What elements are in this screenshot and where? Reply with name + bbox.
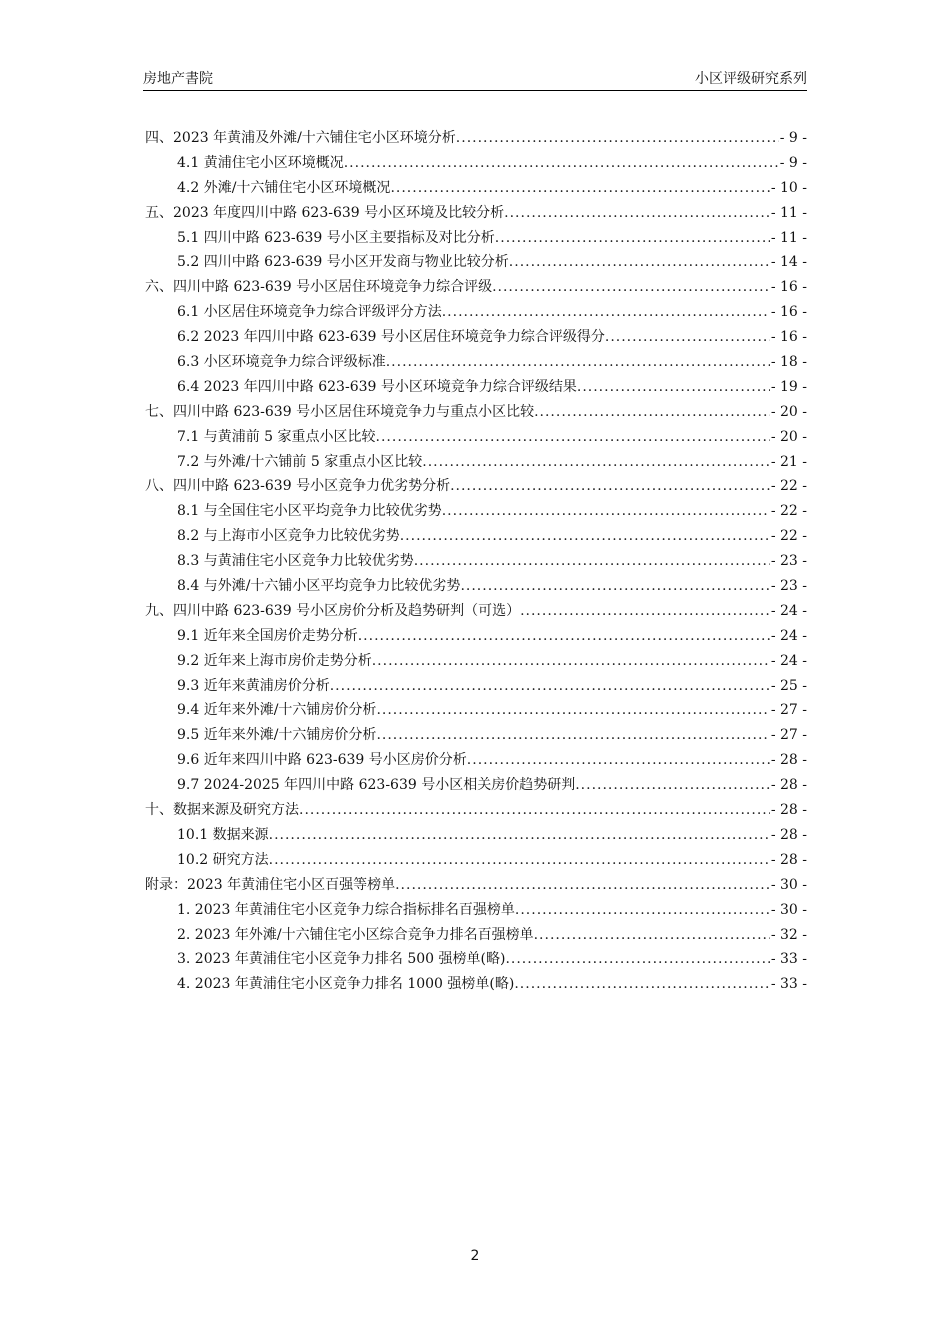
toc-entry-page: - 14 -: [770, 254, 807, 271]
toc-entry-title: 附录：2023 年黄浦住宅小区百强等榜单: [145, 876, 396, 893]
toc-entry-page: - 11 -: [770, 229, 807, 246]
toc-leader-dots: [534, 404, 770, 420]
toc-entry-title: 6.2 2023 年四川中路 623-639 号小区居住环境竞争力综合评级得分: [177, 329, 605, 346]
toc-leader-dots: [575, 777, 770, 793]
toc-entry[interactable]: [145, 376, 807, 401]
toc-leader-dots: [372, 653, 770, 669]
toc-entry-title: 1. 2023 年黄浦住宅小区竞争力综合指标排名百强榜单: [177, 901, 515, 918]
toc-entry-page: - 9 -: [779, 130, 807, 146]
toc-entry-page: - 30 -: [770, 901, 807, 918]
toc-entry-title: 8.2 与上海市小区竞争力比较优劣势: [177, 528, 400, 545]
toc-entry[interactable]: [145, 973, 807, 998]
toc-entry[interactable]: [145, 227, 807, 252]
toc-leader-dots: [422, 454, 770, 470]
toc-entry-page: - 33 -: [770, 951, 807, 968]
toc-entry-title: 8.4 与外滩/十六铺小区平均竞争力比较优劣势: [177, 578, 461, 595]
toc-entry[interactable]: [145, 600, 807, 625]
toc-leader-dots: [442, 503, 770, 519]
toc-entry[interactable]: [145, 774, 807, 799]
toc-entry-page: - 22 -: [770, 478, 807, 495]
toc-entry[interactable]: [145, 650, 807, 675]
toc-leader-dots: [269, 852, 770, 868]
toc-entry[interactable]: [145, 724, 807, 749]
toc-entry-title: 九、四川中路 623-639 号小区房价分析及趋势研判（可选）: [145, 602, 521, 619]
toc-entry-title: 八、四川中路 623-639 号小区竞争力优劣势分析: [145, 478, 451, 495]
header-series: 小区评级研究系列: [695, 71, 807, 87]
toc-entry-page: - 22 -: [770, 503, 807, 520]
toc-entry-title: 9.7 2024-2025 年四川中路 623-639 号小区相关房价趋势研判: [177, 777, 576, 794]
toc-entry-page: - 21 -: [770, 453, 807, 470]
toc-entry[interactable]: [145, 625, 807, 650]
toc-entry-page: - 28 -: [770, 826, 807, 843]
toc-entry-title: 四、2023 年黄浦及外滩/十六铺住宅小区环境分析: [145, 130, 456, 146]
toc-leader-dots: [467, 752, 770, 768]
toc-entry[interactable]: [145, 874, 807, 899]
toc-entry-page: - 16 -: [770, 329, 807, 346]
toc-entry-page: - 28 -: [770, 752, 807, 769]
toc-leader-dots: [344, 155, 779, 171]
toc-entry-page: - 9 -: [779, 154, 807, 171]
toc-entry-page: - 23 -: [770, 553, 807, 570]
toc-leader-dots: [400, 528, 770, 544]
toc-entry[interactable]: [145, 475, 807, 500]
toc-leader-dots: [442, 304, 770, 320]
toc-entry-title: 7.2 与外滩/十六铺前 5 家重点小区比较: [177, 453, 423, 470]
toc-entry-title: 8.1 与全国住宅小区平均竞争力比较优劣势: [177, 503, 442, 520]
toc-leader-dots: [376, 727, 769, 743]
toc-entry-page: - 22 -: [770, 528, 807, 545]
toc-entry[interactable]: [145, 824, 807, 849]
toc-entry-title: 10.2 研究方法: [177, 851, 269, 868]
toc-leader-dots: [605, 329, 770, 345]
toc-entry[interactable]: [145, 351, 807, 376]
toc-entry[interactable]: [145, 675, 807, 700]
toc-entry-title: 6.1 小区居住环境竞争力综合评级评分方法: [177, 304, 442, 321]
toc-entry-page: - 25 -: [770, 677, 807, 694]
toc-leader-dots: [534, 927, 770, 943]
toc-leader-dots: [386, 354, 770, 370]
toc-entry-title: 4. 2023 年黄浦住宅小区竞争力排名 1000 强榜单(略): [177, 976, 515, 993]
toc-entry[interactable]: [145, 276, 807, 301]
toc-leader-dots: [460, 578, 769, 594]
toc-leader-dots: [492, 279, 770, 295]
toc-leader-dots: [269, 827, 770, 843]
toc-entry-page: - 30 -: [770, 876, 807, 893]
toc-leader-dots: [330, 678, 770, 694]
toc-entry-page: - 28 -: [770, 802, 807, 819]
toc-entry[interactable]: [145, 152, 807, 177]
toc-entry[interactable]: [145, 799, 807, 824]
toc-entry-title: 5.2 四川中路 623-639 号小区开发商与物业比较分析: [177, 254, 509, 271]
toc-entry[interactable]: [145, 924, 807, 949]
toc-entry-title: 2. 2023 年外滩/十六铺住宅小区综合竞争力排名百强榜单: [177, 926, 534, 943]
toc-leader-dots: [509, 254, 770, 270]
toc-entry-page: - 27 -: [770, 727, 807, 744]
toc-entry-title: 6.3 小区环境竞争力综合评级标准: [177, 354, 386, 371]
toc-entry[interactable]: [145, 177, 807, 202]
toc-entry[interactable]: [145, 202, 807, 227]
toc-entry-title: 9.6 近年来四川中路 623-639 号小区房价分析: [177, 752, 467, 769]
toc-entry-page: - 28 -: [770, 851, 807, 868]
toc-entry[interactable]: [145, 127, 807, 152]
toc-entry[interactable]: [145, 948, 807, 973]
toc-entry[interactable]: [145, 899, 807, 924]
toc-entry-title: 9.3 近年来黄浦房价分析: [177, 677, 330, 694]
toc-entry-title: 9.4 近年来外滩/十六铺房价分析: [177, 702, 377, 719]
toc-entry-page: - 10 -: [770, 179, 807, 196]
toc-entry-page: - 33 -: [770, 976, 807, 993]
toc-entry-page: - 32 -: [770, 926, 807, 943]
toc-leader-dots: [504, 205, 770, 221]
toc-entry-title: 六、四川中路 623-639 号小区居住环境竞争力综合评级: [145, 279, 493, 296]
toc-leader-dots: [520, 603, 770, 619]
toc-entry-title: 9.5 近年来外滩/十六铺房价分析: [177, 727, 377, 744]
toc-entry-page: - 20 -: [770, 403, 807, 420]
toc-entry-title: 7.1 与黄浦前 5 家重点小区比较: [177, 428, 376, 445]
toc-entry-title: 6.4 2023 年四川中路 623-639 号小区环境竞争力综合评级结果: [177, 378, 577, 395]
toc-leader-dots: [414, 553, 770, 569]
toc-leader-dots: [376, 702, 769, 718]
toc-entry-page: - 19 -: [770, 378, 807, 395]
toc-entry-page: - 16 -: [770, 304, 807, 321]
toc-entry-page: - 28 -: [770, 777, 807, 794]
toc-entry-title: 4.1 黄浦住宅小区环境概况: [177, 154, 344, 171]
toc-leader-dots: [495, 230, 770, 246]
header-publisher: 房地产書院: [143, 71, 213, 87]
toc-entry[interactable]: [145, 849, 807, 874]
toc-entry-page: - 11 -: [770, 204, 807, 221]
toc-leader-dots: [390, 180, 769, 196]
toc-entry-page: - 18 -: [770, 354, 807, 371]
toc-entry-page: - 24 -: [770, 602, 807, 619]
toc-entry-page: - 16 -: [770, 279, 807, 296]
toc-entry[interactable]: [145, 401, 807, 426]
toc-leader-dots: [514, 976, 769, 992]
toc-entry-page: - 24 -: [770, 627, 807, 644]
toc-leader-dots: [299, 802, 770, 818]
toc-entry-title: 十、数据来源及研究方法: [145, 802, 299, 819]
toc-leader-dots: [505, 951, 769, 967]
toc-entry-title: 9.1 近年来全国房价走势分析: [177, 627, 358, 644]
toc-entry[interactable]: [145, 451, 807, 476]
toc-leader-dots: [358, 628, 770, 644]
toc-entry[interactable]: [145, 251, 807, 276]
toc-leader-dots: [376, 429, 770, 445]
toc-entry[interactable]: [145, 749, 807, 774]
toc-entry[interactable]: [145, 326, 807, 351]
toc-leader-dots: [515, 902, 770, 918]
table-of-contents: [145, 127, 807, 998]
page-header: [143, 66, 807, 91]
toc-entry-page: - 27 -: [770, 702, 807, 719]
toc-entry-title: 七、四川中路 623-639 号小区居住环境竞争力与重点小区比较: [145, 403, 535, 420]
toc-entry-title: 10.1 数据来源: [177, 826, 269, 843]
toc-entry-title: 五、2023 年度四川中路 623-639 号小区环境及比较分析: [145, 204, 505, 221]
page-number: 2: [470, 1248, 480, 1264]
toc-leader-dots: [456, 130, 779, 146]
toc-entry[interactable]: [145, 301, 807, 326]
toc-entry[interactable]: [145, 699, 807, 724]
toc-entry-title: 5.1 四川中路 623-639 号小区主要指标及对比分析: [177, 229, 495, 246]
toc-entry[interactable]: [145, 525, 807, 550]
toc-entry[interactable]: [145, 575, 807, 600]
toc-entry[interactable]: [145, 426, 807, 451]
toc-entry-page: - 24 -: [770, 652, 807, 669]
toc-entry-title: 9.2 近年来上海市房价走势分析: [177, 652, 372, 669]
toc-leader-dots: [577, 379, 770, 395]
toc-entry-title: 4.2 外滩/十六铺住宅小区环境概况: [177, 179, 391, 196]
toc-entry[interactable]: [145, 500, 807, 525]
toc-entry[interactable]: [145, 550, 807, 575]
toc-entry-page: - 20 -: [770, 428, 807, 445]
toc-entry-title: 3. 2023 年黄浦住宅小区竞争力排名 500 强榜单(略): [177, 951, 506, 968]
toc-entry-page: - 23 -: [770, 578, 807, 595]
toc-leader-dots: [395, 877, 770, 893]
toc-leader-dots: [450, 478, 770, 494]
toc-entry-title: 8.3 与黄浦住宅小区竞争力比较优劣势: [177, 553, 414, 570]
